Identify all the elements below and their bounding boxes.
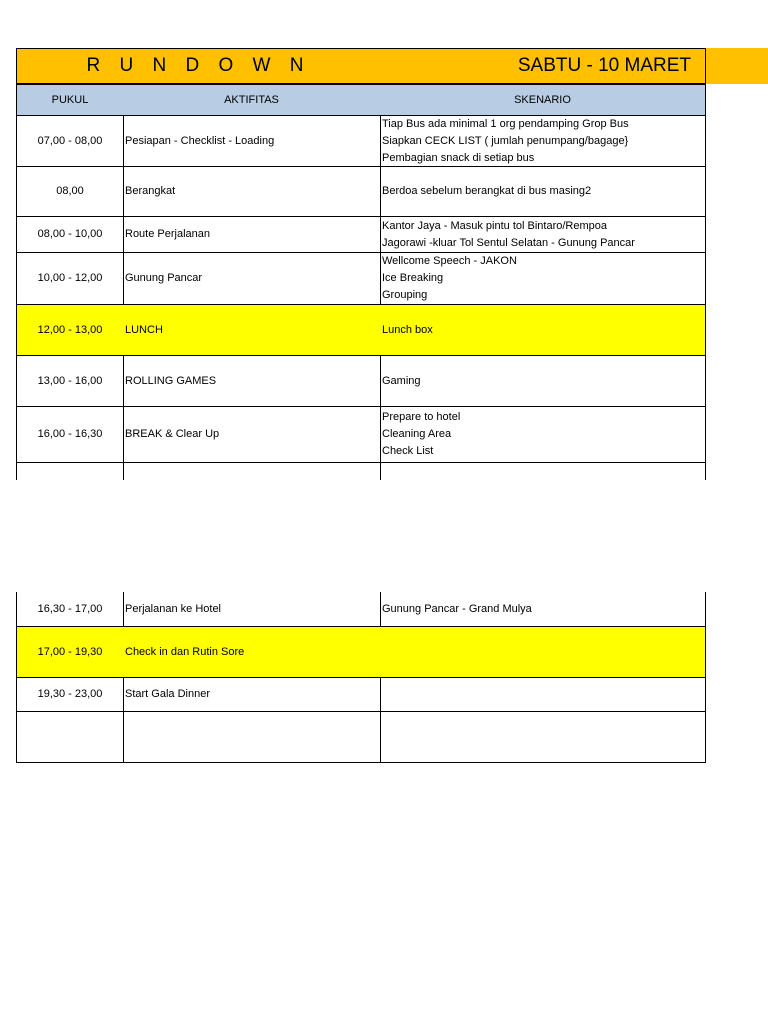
aktifitas-cell: Start Gala Dinner	[123, 678, 381, 712]
skenario-cell	[380, 627, 706, 678]
column-header-skenario: SKENARIO	[380, 84, 706, 116]
skenario-line: Berdoa sebelum berangkat di bus masing2	[382, 185, 592, 197]
skenario-cell	[380, 712, 706, 763]
skenario-cell	[380, 678, 706, 712]
aktifitas-cell: Perjalanan ke Hotel	[123, 592, 381, 627]
aktifitas-cell: LUNCH	[123, 305, 381, 356]
skenario-line: Lunch box	[382, 323, 433, 336]
aktifitas-cell: Check in dan Rutin Sore	[123, 627, 381, 678]
pukul-cell: 19,30 - 23,00	[16, 678, 124, 712]
skenario-cell	[380, 116, 706, 167]
skenario-cell	[380, 253, 706, 305]
pukul-cell: 08,00	[16, 167, 124, 217]
skenario-cell	[380, 217, 706, 253]
aktifitas-cell: Pesiapan - Checklist - Loading	[123, 116, 381, 167]
skenario-line: Pembagian snack di setiap bus	[382, 151, 535, 164]
pukul-cell	[16, 463, 124, 480]
rundown-title: R U N D O W N	[16, 48, 381, 84]
skenario-line: Cleaning Area	[382, 428, 452, 440]
pukul-cell	[16, 712, 124, 763]
aktifitas-cell: Berangkat	[123, 167, 381, 217]
pukul-cell: 16,00 - 16,30	[16, 407, 124, 463]
column-header-aktifitas: AKTIFITAS	[123, 84, 381, 116]
title-band-extension	[706, 48, 768, 84]
column-header-pukul: PUKUL	[16, 84, 124, 116]
skenario-line: Wellcome Speech - JAKON	[382, 255, 517, 267]
skenario-line: Gunung Pancar - Grand Mulya	[382, 602, 532, 615]
skenario-cell	[380, 407, 706, 463]
pukul-cell: 12,00 - 13,00	[16, 305, 124, 356]
pukul-cell: 17,00 - 19,30	[16, 627, 124, 678]
skenario-cell	[380, 167, 706, 217]
skenario-line: Prepare to hotel	[382, 411, 461, 423]
skenario-cell	[380, 356, 706, 407]
skenario-line: Siapkan CECK LIST ( jumlah penumpang/bagage}	[382, 134, 629, 147]
skenario-line: Jagorawi -kluar Tol Sentul Selatan - Gunung Pancar	[382, 236, 635, 249]
pukul-cell: 10,00 - 12,00	[16, 253, 124, 305]
skenario-line: Kantor Jaya - Masuk pintu tol Bintaro/Rempoa	[382, 219, 608, 232]
skenario-cell	[380, 305, 706, 356]
pukul-cell: 13,00 - 16,00	[16, 356, 124, 407]
skenario-line: Gaming	[382, 374, 421, 387]
aktifitas-cell: BREAK & Clear Up	[123, 407, 381, 463]
aktifitas-cell: ROLLING GAMES	[123, 356, 381, 407]
skenario-cell	[380, 592, 706, 627]
aktifitas-cell: Gunung Pancar	[123, 253, 381, 305]
date-title: SABTU - 10 MARET	[380, 48, 706, 84]
skenario-line: Check List	[382, 445, 434, 457]
aktifitas-cell	[123, 463, 381, 480]
pukul-cell: 07,00 - 08,00	[16, 116, 124, 167]
skenario-line: Ice Breaking	[382, 272, 444, 284]
aktifitas-cell	[123, 712, 381, 763]
pukul-cell: 16,30 - 17,00	[16, 592, 124, 627]
skenario-line: Tiap Bus ada minimal 1 org pendamping Grop Bus	[382, 117, 629, 130]
skenario-cell	[380, 463, 706, 480]
aktifitas-cell: Route Perjalanan	[123, 217, 381, 253]
pukul-cell: 08,00 - 10,00	[16, 217, 124, 253]
skenario-line: Grouping	[382, 289, 428, 301]
